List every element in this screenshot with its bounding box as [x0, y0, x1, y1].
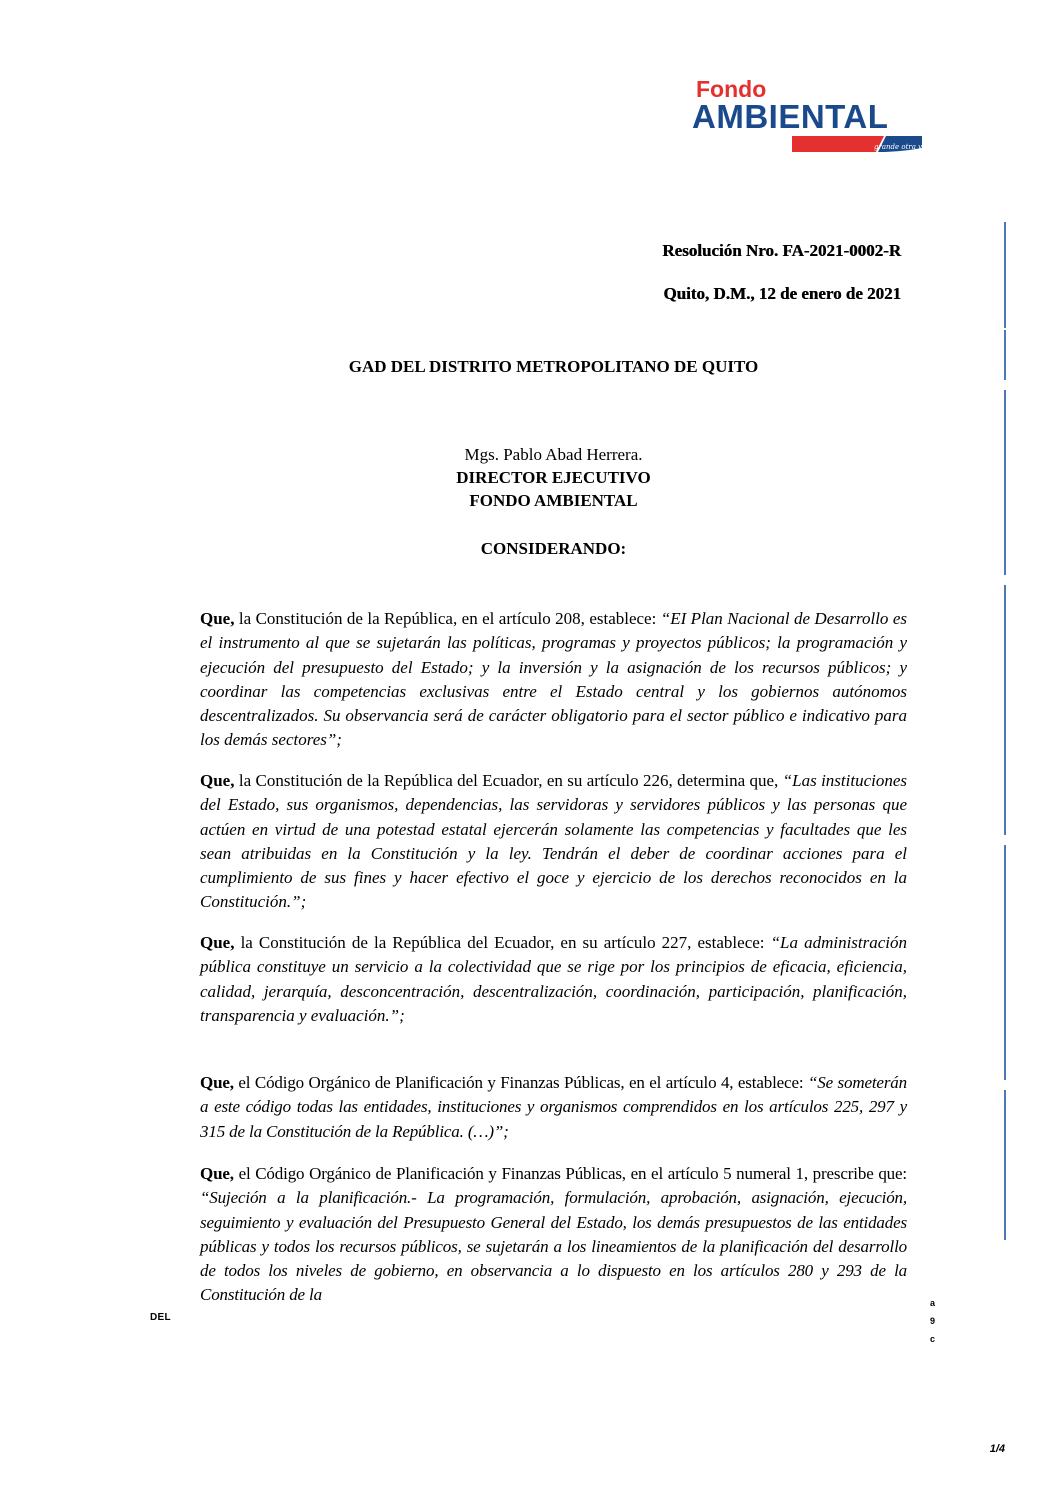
- place-date: Quito, D.M., 12 de enero de 2021: [663, 284, 901, 303]
- signatory-institution: FONDO AMBIENTAL: [469, 491, 638, 510]
- logo-line-fondo: Fondo: [696, 76, 767, 102]
- footer-fragment-right: 9: [930, 1316, 936, 1326]
- paragraph: [200, 931, 907, 1028]
- footer-fragment-left: DEL: [150, 1312, 171, 1323]
- logo-tagline: grande otra vez: [874, 143, 930, 151]
- paragraph-lead: Que,: [200, 1164, 234, 1183]
- paragraph: [200, 607, 907, 753]
- logo-line-ambiental: AMBIENTAL: [692, 98, 889, 135]
- margin-rule: [1004, 390, 1006, 575]
- footer-fragment-right: c: [930, 1334, 936, 1344]
- margin-rule: [1004, 1090, 1006, 1240]
- logo-swoosh-graphic: [792, 130, 930, 156]
- page-number: 1/4: [989, 1443, 1005, 1455]
- paragraph-text: la Constitución de la República, en el artículo 208, establece:: [238, 609, 657, 628]
- paragraph-lead: Que,: [200, 771, 235, 790]
- paragraph-lead: Que,: [200, 933, 235, 952]
- paragraph-lead: Que,: [200, 1073, 234, 1092]
- margin-rule: [1004, 330, 1006, 380]
- paragraph-quote: “EI Plan Nacional de Desarrollo es el instrumento al que se sujetarán las políticas, programas y proyectos públicos; la programación y ejecución del presupuesto del Estado; y la inversión y la asignación de los recursos públicos; y coordinar las competencias exclusivas entre el Estado central y los gobiernos autónomos descentralizados. Su observancia será de carácter obligatorio para el sector público e indicativo para los demás sectores”;: [200, 609, 907, 750]
- paragraph: [200, 1162, 907, 1308]
- signatory-position: DIRECTOR EJECUTIVO: [456, 468, 651, 487]
- considerando-heading: CONSIDERANDO:: [480, 539, 627, 558]
- footer-fragment-right: a: [930, 1298, 936, 1308]
- paragraph-lead: Que,: [200, 609, 235, 628]
- paragraph-text: la Constitución de la República del Ecuador, en su artículo 227, establece:: [240, 933, 765, 952]
- paragraph-text: el Código Orgánico de Planificación y Finanzas Públicas, en el artículo 4, establece:: [238, 1073, 804, 1092]
- resolution-number: Resolución Nro. FA-2021-0002-R: [662, 241, 901, 260]
- paragraph-quote: “La administración pública constituye un servicio a la colectividad que se rige por los principios de eficacia, eficiencia, calidad, jerarquía, desconcentración, descentralización, coordinación, participación, planificación, transparencia y evaluación.”;: [200, 933, 908, 1025]
- paragraph-text: la Constitución de la República del Ecuador, en su artículo 226, determina que,: [238, 771, 779, 790]
- paragraph: [200, 1071, 907, 1144]
- paragraph-quote: “Se someterán a este código todas las entidades, instituciones y organismos comprendidos en los artículos 225, 297 y 315 de la Constitución de la República. (…)”;: [200, 1073, 907, 1141]
- margin-rule: [1004, 845, 1006, 1080]
- margin-rule: [1004, 222, 1006, 328]
- signatory-name: Mgs. Pablo Abad Herrera.: [464, 445, 643, 464]
- paragraph: [200, 769, 907, 915]
- entity-title: GAD DEL DISTRITO METROPOLITANO DE QUITO: [348, 357, 759, 376]
- paragraph-text: el Código Orgánico de Planificación y Finanzas Públicas, en el artículo 5 numeral 1, prescribe que:: [238, 1164, 907, 1183]
- paragraph-quote: “Las instituciones del Estado, sus organismos, dependencias, las servidoras y servidores públicos y las personas que actúen en virtud de una potestad estatal ejercerán solamente las competencias y facultades que les sean atribuidas en la Constitución y la ley. Tendrán el deber de coordinar acciones para el cumplimiento de sus fines y hacer efectivo el goce y ejercicio de los derechos reconocidos en la Constitución.”;: [200, 771, 908, 912]
- fondo-ambiental-logo: [692, 78, 932, 158]
- paragraph-quote: “Sujeción a la planificación.- La programación, formulación, aprobación, asignación, ejecución, seguimiento y evaluación del Presupuesto General del Estado, los demás presupuestos de las entidades públicas y todos los recursos públicos, se sujetarán a los lineamientos de la planificación del desarrollo de todos los niveles de gobierno, en observancia a lo dispuesto en los artículos 280 y 293 de la Constitución de la: [200, 1188, 907, 1305]
- margin-rule: [1004, 585, 1006, 835]
